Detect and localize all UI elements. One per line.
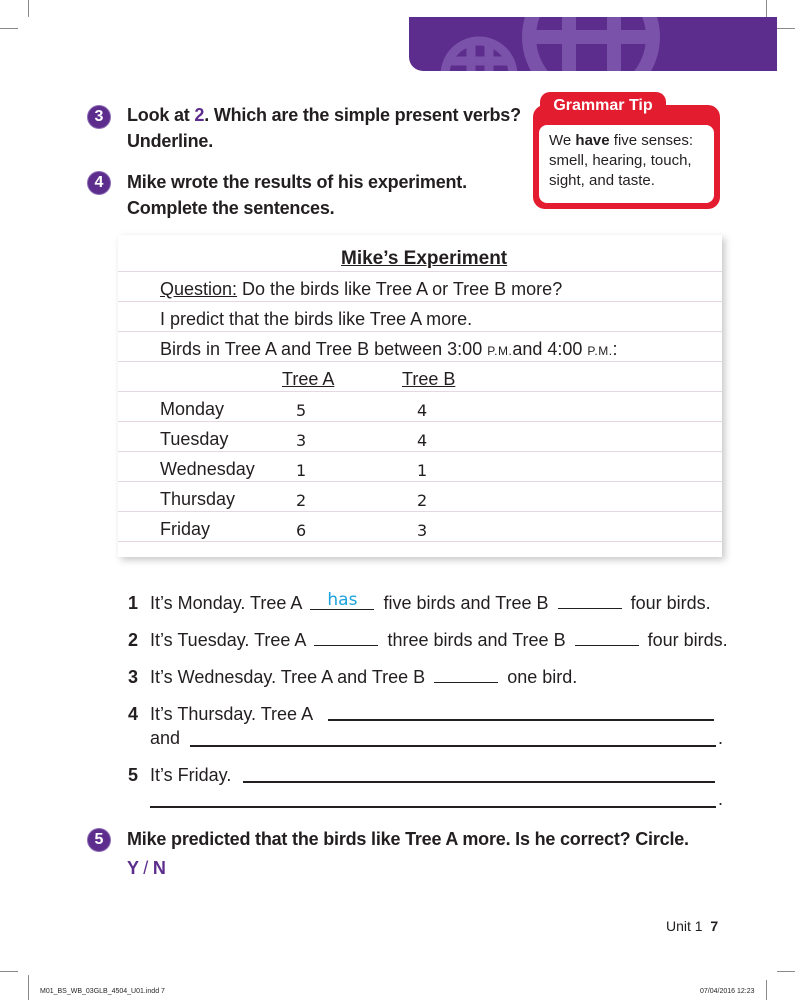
- sentence-3: 3 It’s Wednesday. Tree A and Tree B one bird.: [128, 667, 578, 687]
- yes-no-options: Y / N: [127, 858, 166, 878]
- answer-blank[interactable]: [434, 666, 498, 683]
- answer-line[interactable]: [243, 781, 715, 783]
- crop-mark: [28, 0, 29, 17]
- ruled-line: [118, 541, 722, 542]
- table-row-day: Monday: [160, 399, 225, 419]
- table-cell-tree-a: 6: [296, 521, 307, 540]
- handwritten-answer: has: [327, 590, 358, 610]
- answer-line[interactable]: [190, 745, 716, 747]
- table-row-day: Friday: [160, 519, 211, 539]
- ruled-line: [118, 421, 722, 422]
- sentence-5: 5 It’s Friday.: [128, 765, 232, 785]
- globe-icon: [409, 17, 777, 71]
- answer-blank[interactable]: [310, 590, 374, 610]
- notebook-prediction: I predict that the birds like Tree A more.: [160, 309, 473, 329]
- crop-mark: [777, 971, 795, 972]
- sentence-4: 4 It’s Thursday. Tree A: [128, 704, 314, 724]
- exercise-number-4: 4: [88, 172, 110, 194]
- ruled-line: [118, 511, 722, 512]
- table-cell-tree-b: 2: [417, 491, 428, 510]
- table-cell-tree-b: 3: [417, 521, 428, 540]
- notebook-title: Mike’s Experiment: [341, 248, 508, 269]
- ruled-line: [118, 361, 722, 362]
- answer-blank[interactable]: [314, 629, 378, 646]
- exercise-number-3: 3: [88, 106, 110, 128]
- answer-line[interactable]: [150, 806, 716, 808]
- column-header-tree-a: Tree A: [282, 369, 335, 389]
- answer-line[interactable]: [328, 719, 714, 721]
- crop-mark: [0, 28, 18, 29]
- sentence-1: 1 It’s Monday. Tree A has five birds and Tree B four birds.: [128, 590, 711, 613]
- ruled-line: [118, 301, 722, 302]
- exercise-4-instruction: Mike wrote the results of his experiment. Complete the sentences.: [127, 172, 467, 218]
- option-yes[interactable]: Y: [127, 858, 139, 878]
- page-footer: Unit 1 7: [666, 918, 719, 934]
- crop-mark: [0, 971, 18, 972]
- notebook-card: [118, 235, 722, 557]
- slug-date: 07/04/2016 12:23: [700, 988, 755, 995]
- sentence-4-continued: and: [150, 728, 181, 748]
- ruled-line: [118, 331, 722, 332]
- exercise-3-instruction: Look at 2. Which are the simple present verbs? Underline.: [127, 105, 521, 151]
- ruled-line: [118, 481, 722, 482]
- table-cell-tree-b: 4: [417, 401, 428, 420]
- table-row-day: Tuesday: [160, 429, 229, 449]
- crop-mark: [28, 975, 29, 1000]
- ruled-line: [118, 391, 722, 392]
- table-row-day: Thursday: [160, 489, 236, 509]
- exercise-5-instruction: Mike predicted that the birds like Tree A more. Is he correct? Circle.: [127, 829, 689, 849]
- crop-mark: [766, 980, 767, 1000]
- grammar-tip-label: Grammar Tip: [540, 92, 666, 120]
- answer-blank[interactable]: [575, 629, 639, 646]
- answer-blank[interactable]: [558, 592, 622, 609]
- crop-mark: [777, 28, 795, 29]
- page-number: 7: [710, 918, 719, 934]
- table-cell-tree-b: 1: [417, 461, 428, 480]
- table-cell-tree-a: 2: [296, 491, 307, 510]
- exercise-reference: 2: [194, 105, 205, 125]
- notebook-question: Question: Do the birds like Tree A or Tree B more?: [160, 279, 563, 299]
- table-cell-tree-b: 4: [417, 431, 428, 450]
- table-cell-tree-a: 5: [296, 401, 307, 420]
- slug-filename: M01_BS_WB_03GLB_4504_U01.indd 7: [40, 988, 165, 995]
- sentence-2: 2 It’s Tuesday. Tree A three birds and Tree B four birds.: [128, 630, 728, 650]
- table-row-day: Wednesday: [160, 459, 255, 479]
- grammar-tip-text: We have five senses: smell, hearing, touch, sight, and taste.: [539, 125, 714, 203]
- notebook-time-range: Birds in Tree A and Tree B between 3:00 P.M.and 4:00 P.M.:: [160, 339, 618, 359]
- table-cell-tree-a: 3: [296, 431, 307, 450]
- table-cell-tree-a: 1: [296, 461, 307, 480]
- option-no[interactable]: N: [152, 858, 166, 878]
- column-header-tree-b: Tree B: [402, 369, 456, 389]
- unit-banner: [409, 17, 777, 71]
- ruled-line: [118, 451, 722, 452]
- exercise-number-5: 5: [88, 829, 110, 851]
- crop-mark: [766, 0, 767, 17]
- ruled-line: [118, 271, 722, 272]
